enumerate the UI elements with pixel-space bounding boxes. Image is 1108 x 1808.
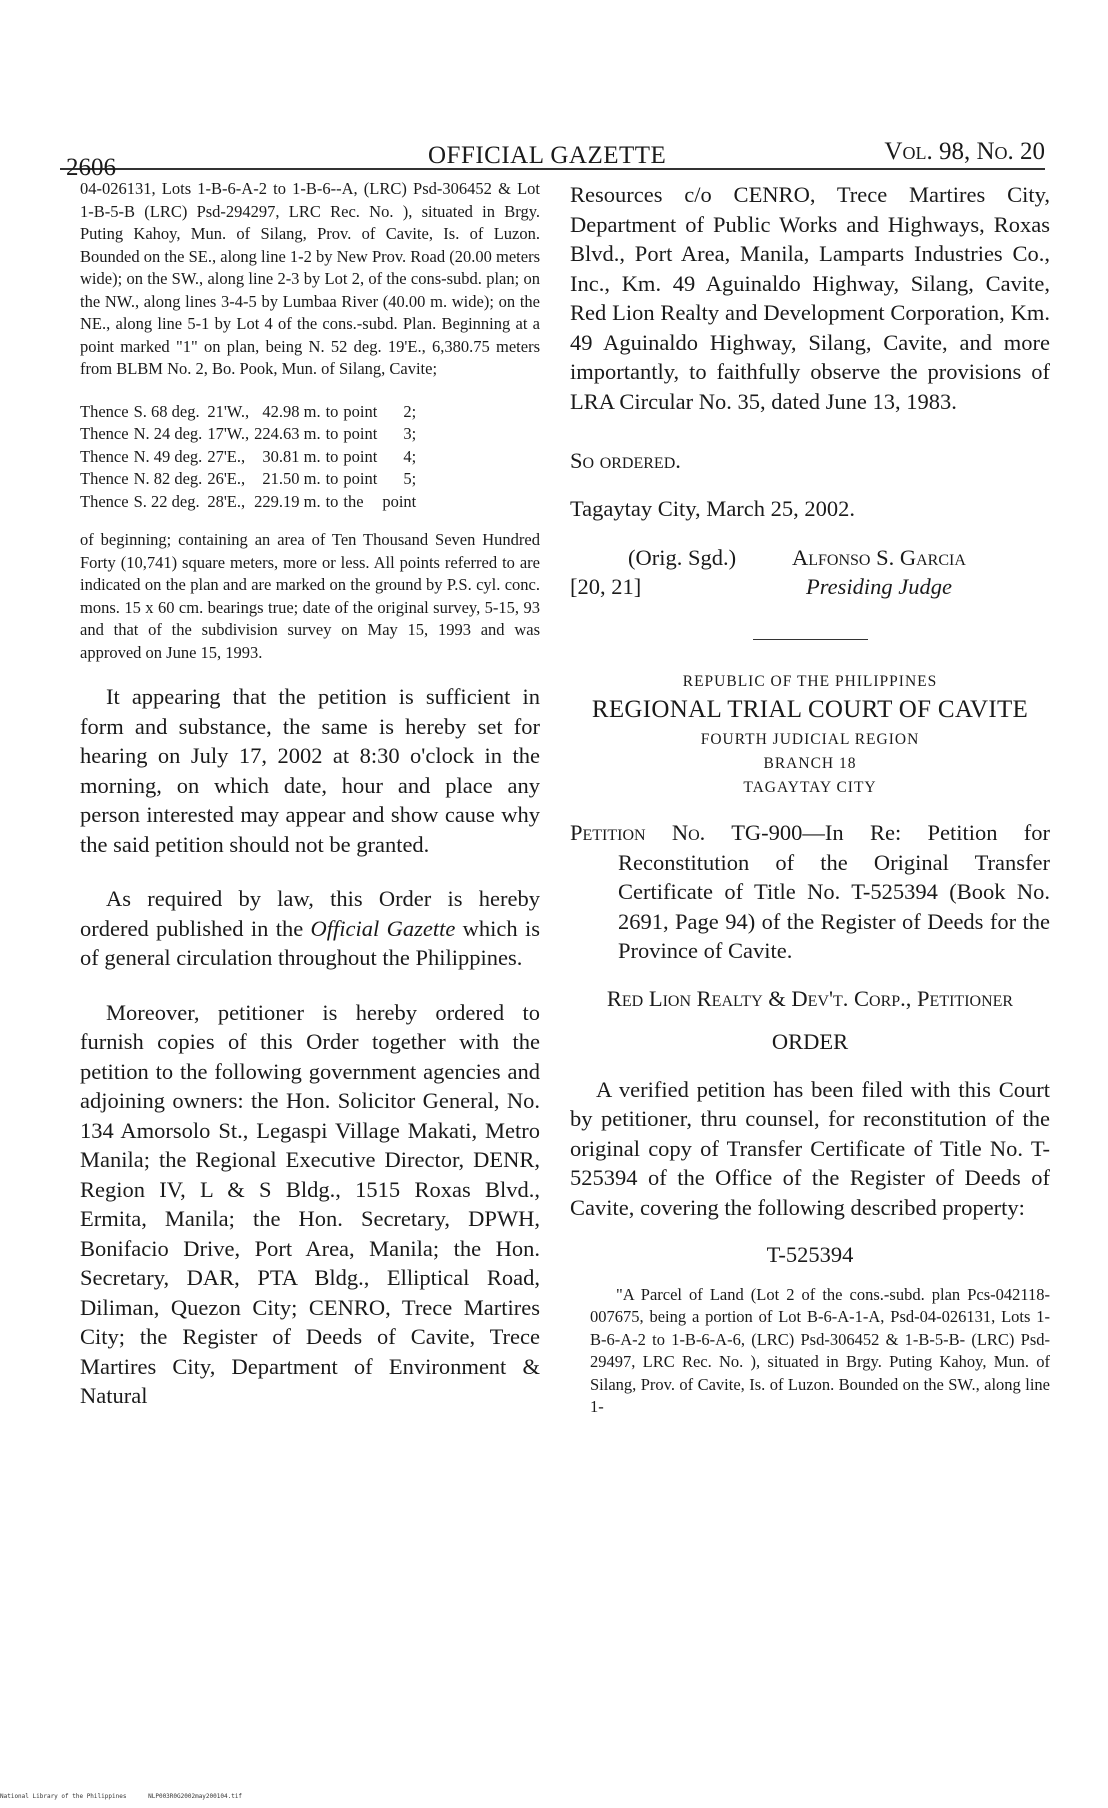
section-divider <box>753 639 868 640</box>
bearing-min: 27'E., <box>207 446 246 466</box>
bearing-dist: 42.98 m. <box>262 401 321 421</box>
bearing-num: point <box>382 491 417 511</box>
publication-title: OFFICIAL GAZETTE <box>428 142 667 169</box>
bearing-dir: S. 68 deg. <box>133 401 200 421</box>
bearing-word: Thence <box>80 424 129 443</box>
judge-title: Presiding Judge <box>806 574 953 599</box>
bearing-to: to <box>325 469 339 488</box>
bearing-dist: 224.63 m. <box>254 424 321 443</box>
left-column <box>80 178 540 1411</box>
petition-caption <box>570 818 1050 966</box>
bearing-num: 3; <box>403 424 417 443</box>
gazette-name-italic: Official Gazette <box>310 915 456 941</box>
bearing-dest: point <box>343 424 378 443</box>
bearing-dist: 229.19 m. <box>254 491 321 511</box>
property-description-continuation: 04-026131, Lots 1-B-6-A-2 to 1-B-6--A, (LRC) Psd-306452 & Lot 1-B-5-B (LRC) Psd-294297, LRC Rec. No. ), situated in Brgy. Puting Kahoy, Mun. of Silang, Prov. of Cavite, Is. of Luzon. Bounded on the SE., along line 1-2 by New Prov. Road (20.00 meters wide); on the SW., along line 2-3 by Lot 2, of the cons-subd. plan; on the NW., along lines 3-4-5 by Lumbaa River (40.00 m. wide); on the NE., along line 5-1 by Lot 4 of the cons.-subd. Plan. Beginning at a point marked "1" on plan, being N. 52 deg. 19'E., 6,380.75 meters from BLBM No. 2, Bo. Pook, Mun. of Silang, Cavite; <box>80 179 540 378</box>
bearing-min: 26'E., <box>207 469 246 488</box>
page-header <box>60 128 1045 181</box>
signature-prefix: (Orig. Sgd.) <box>628 545 737 570</box>
judge-name: Alfonso S. Garcia <box>792 545 966 570</box>
scan-footer <box>0 1793 242 1800</box>
publication-paragraph <box>80 884 540 973</box>
bearing-word: Thence <box>80 401 129 421</box>
bearing-dest: the <box>343 491 364 511</box>
area-description: of beginning; containing an area of Ten Thousand Seven Hundred Forty (10,741) square meters, more or less. All points referred to are indicated on the plan and are marked on the ground by P.S. cyl. conc. mons. 15 x 60 cm. bearings true; date of the original survey, 5-15, 93 and that of the subdivision survey on May 15, 1993 and was approved on June 15, 1993. <box>80 530 540 662</box>
bearing-dir: N. 82 deg. <box>133 469 203 488</box>
bearing-word: Thence <box>80 491 129 511</box>
issue-reference: [20, 21] <box>570 574 642 599</box>
title-number: T-525394 <box>766 1242 854 1267</box>
right-column <box>570 180 1050 1419</box>
place-date: Tagaytay City, March 25, 2002. <box>570 495 856 521</box>
petition-label: Petition No. <box>570 820 706 845</box>
judicial-region: FOURTH JUDICIAL REGION <box>700 731 920 748</box>
furnish-copies-continuation: Resources c/o CENRO, Trece Martires City, Department of Public Works and Highways, Roxas Blvd., Port Area, Manila, Lamparts Industries Co., Inc., Km. 49 Aguinaldo Highway, Silang, Cavite, Red Lion Realty and Development Corporation, Km. 49 Aguinaldo Highway, Silang, Cavite, and more importantly, to faithfully observe the provisions of LRA Circular No. 35, dated June 13, 1983. <box>570 182 1050 414</box>
bearing-min: 17'W., <box>207 424 250 443</box>
bearing-row <box>80 446 421 469</box>
bearing-num: 4; <box>403 446 417 466</box>
so-ordered: So ordered. <box>570 448 681 473</box>
furnish-copies-paragraph: Moreover, petitioner is hereby ordered to furnish copies of this Order together with the petition to the following government agencies and adjoining owners: the Hon. Solicitor General, No. 134 Amorsolo St., Legaspi Village Makati, Metro Manila; the Regional Executive Director, DENR, Region IV, L & S Bldg., 1515 Roxas Blvd., Ermita, Manila; the Hon. Secretary, DPWH, Bonifacio Drive, Port Area, Manila; the Hon. Secretary, DAR, PTA Bldg., Elliptical Road, Diliman, Quezon City; CENRO, Trece Martires City; the Register of Deeds of Cavite, Trece Martires City, Department of Environment & Natural <box>80 999 540 1408</box>
bearing-num: 2; <box>403 401 417 421</box>
bearing-to: to <box>325 446 339 466</box>
bearing-row <box>80 468 421 491</box>
bearing-row <box>80 491 421 514</box>
bearing-row <box>80 401 421 424</box>
bearing-dir: N. 49 deg. <box>133 446 203 466</box>
bearing-dist: 21.50 m. <box>262 469 321 488</box>
bearing-min: 28'E., <box>207 491 246 511</box>
bearing-num: 5; <box>403 469 417 488</box>
court-city: TAGAYTAY CITY <box>743 779 877 796</box>
bearings-table <box>80 401 421 514</box>
bearing-dir: N. 24 deg. <box>133 424 203 443</box>
bearing-min: 21'W., <box>207 401 250 421</box>
bearing-dir: S. 22 deg. <box>133 491 200 511</box>
publication-text-before: As required by law, this Order is hereby ordered published in the <box>80 886 540 941</box>
order-paragraph: A verified petition has been filed with this Court by petitioner, thru counsel, for reconstitution of the original copy of Transfer Certificate of Title No. T-525394 of the Office of the Register of Deeds of Cavite, covering the following described property: <box>570 1076 1050 1220</box>
parcel-description: "A Parcel of Land (Lot 2 of the cons.-subd. plan Pcs-042118-007675, being a portion of Lot B-6-A-1-A, Psd-04-026131, Lots 1-B-6-A-2 to 1-B-6-A-6, (LRC) Psd-306452 & 1-B-5-B- (LRC) Psd-29497, LRC Rec. No. ), situated in Brgy. Puting Kahoy, Mun. of Silang, Prov. of Cavite, Is. of Luzon. Bounded on the SW., along line 1- <box>590 1284 1050 1416</box>
petitioner-line: Red Lion Realty & Dev't. Corp., Petitioner <box>606 985 1014 1011</box>
bearing-to: to <box>325 401 339 421</box>
bearing-dest: point <box>343 446 378 466</box>
bearing-row <box>80 423 421 446</box>
petition-text: TG-900—In Re: Petition for Reconstitution of the Original Transfer Certificate of Title No. T-525394 (Book No. 2691, Page 94) of the Register of Deeds for the Province of Cavite. <box>618 820 1050 963</box>
hearing-paragraph: It appearing that the petition is sufficient in form and substance, the same is hereby set for hearing on July 17, 2002 at 8:30 o'clock in the morning, on which date, hour and place any person interested may appear and show cause why the said petition should not be granted. <box>80 684 540 857</box>
bearing-dest: point <box>343 401 378 421</box>
republic-heading: REPUBLIC OF THE PHILIPPINES <box>682 673 938 690</box>
bearing-word: Thence <box>80 469 129 488</box>
signature-block <box>570 543 1050 605</box>
scan-file-reference: NLP003R0G2002may200104.tif <box>148 1793 243 1800</box>
bearing-dest: point <box>343 469 378 488</box>
bearing-dist: 30.81 m. <box>262 446 321 466</box>
bearing-to: to <box>325 424 339 443</box>
bearing-word: Thence <box>80 446 129 466</box>
branch-number: BRANCH 18 <box>763 755 857 772</box>
court-name: REGIONAL TRIAL COURT OF CAVITE <box>591 696 1029 723</box>
bearing-to: to <box>325 491 339 511</box>
library-credit: National Library of the Philippines <box>0 1793 127 1800</box>
volume-number: Vol. 98, No. 20 <box>884 138 1045 165</box>
publication-text-after: which is of general circulation throughout the Philippines. <box>80 915 540 970</box>
page-number: 2606 <box>66 154 116 181</box>
order-heading: ORDER <box>771 1029 849 1054</box>
